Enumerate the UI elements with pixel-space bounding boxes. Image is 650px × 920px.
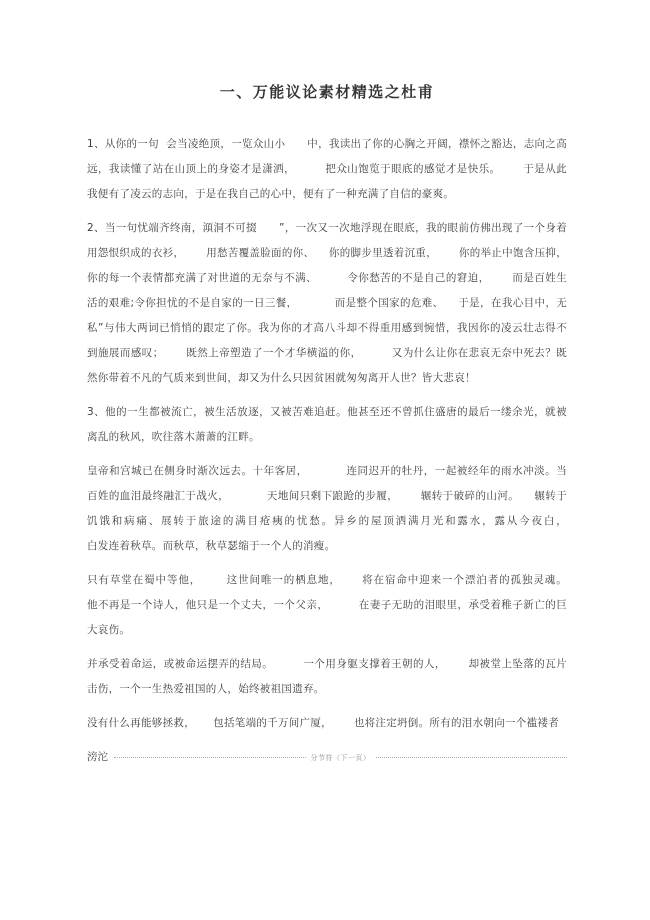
section-break-row <box>87 745 567 770</box>
paragraph-7: 没有什么再能够拯救， 包括笔端的千万间广厦， 也将注定坍倒。所有的泪水朝向一个褴褛者 <box>87 717 560 729</box>
paragraph-6: 并承受着命运，或被命运摆弄的结局。 一个用身躯支撑着王朝的人， 却被堂上坠落的瓦片击伤，一个一生热爱祖国的人，始终被祖国遗弃。 <box>87 658 567 695</box>
section-break-label: 分节符（下一页） <box>310 753 371 762</box>
page-title: 一、万能议论素材精选之杜甫 <box>219 83 435 101</box>
paragraph-4: 皇帝和宫城已在侧身时渐次远去。十年客居， 连同迟开的牡丹，一起被经年的雨水冲淡。当 百姓的血泪最终融汇于战火， 天地间只剩下踉跄的步履， 辗转于破碎的山河。 辗转于饥饿和病痛、展转于旅途的满目疮痍的忧愁。异乡的屋顶洒满月光和露水，露从今夜白， 白发连着秋草。而秋草，秋草瑟缩于一个人的消瘦。 <box>87 465 618 552</box>
paragraph-7-continuation: 滂沱 <box>87 751 108 763</box>
paragraph-1: 1、从你的一句 会当凌绝顶，一览众山小 中，我读出了你的心胸之开阔，襟怀之豁达，志向之高远，我读懂了站在山顶上的身姿才是潇洒， 把众山饱览于眼底的感觉才是快乐。 于是从此我便有了凌云的志向，于是在我自己的心中，便有了一种充满了自信的豪爽。 <box>87 138 567 200</box>
section-break-dotted-line-left <box>114 757 306 758</box>
paragraph-5: 只有草堂在蜀中等他， 这世间唯一的栖息地， 将在宿命中迎来一个漂泊者的孤独灵魂。 他不再是一个诗人，他只是一个丈夫，一个父亲， 在妻子无助的泪眼里，承受着稚子新亡的巨大哀伤。 <box>87 574 597 636</box>
paragraph-2: 2、当一句忧端齐终南，澒洞不可掇 ”，一次又一次地浮现在眼底，我的眼前仿佛出现了一个身着用怨恨织成的衣衫， 用愁苦覆盖脸面的你、 你的脚步里透着沉重， 你的举止中饱含压抑，你的每一个表情都充满了对世道的无奈与不满、 令你愁苦的不是自己的窘迫， 而是百姓生活的艰难;令你担忧的不是自家的一日三餐， 而是整个国家的危难、 于是，在我心目中，无私”与伟大两词已悄悄的跟定了你。我为你的才高八斗却不得重用感到惋惜，我因你的凌云壮志得不到施展而感叹； 既然上帝塑造了一个才华横溢的你， 又为什么让你在悲哀无奈中死去？既然你带着不凡的气质来到世间，却又为什么只因贫困就匆匆离开人世？皆大悲哀！ <box>87 222 567 384</box>
section-break-dotted-line-right <box>376 757 568 758</box>
paragraph-3: 3、他的一生都被流亡，被生活放逐，又被苦难追赶。他甚至还不曾抓住盛唐的最后一缕余光，就被离乱的秋风，吹往落木萧萧的江畔。 <box>87 406 567 443</box>
